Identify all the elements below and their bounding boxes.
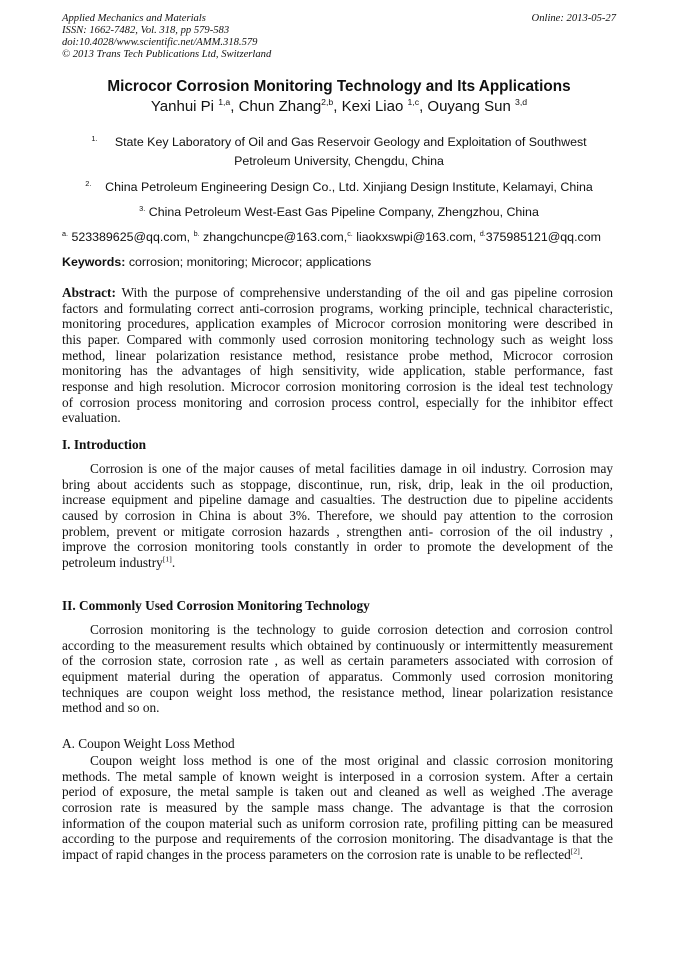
abstract-line: of corrosion process monitoring and corrosion process control, especially for the inhibitor effect (62, 394, 613, 410)
paragraph-line: increase equipment and pipeline damage and casualties. The destruction due to pipeline accidents (62, 492, 613, 508)
paragraph-line: techniques are coupon weight loss method, the resistance method, linear polarization resistance (62, 684, 613, 700)
keywords (62, 255, 371, 269)
citation-ref[interactable]: [2] (570, 846, 580, 856)
paragraph-line: according to the purpose and requirements of the corrosion monitoring. The disadvantage is that the (62, 831, 613, 847)
abstract-line: this paper. Compared with commonly used corrosion monitoring technology such as weight loss (62, 331, 613, 347)
paragraph-line: method and so on. (62, 700, 160, 716)
copyright-line: © 2013 Trans Tech Publications Ltd, Switzerland (62, 49, 272, 60)
abstract-line: factors and formulating correct anti-corrosion programs, working principle, technical characteristic, (62, 300, 613, 316)
email-marker: d. (479, 228, 486, 238)
abstract-line: evaluation. (62, 410, 121, 426)
keywords-text: corrosion; monitoring; Microcor; applications (128, 255, 372, 269)
author-list (0, 98, 678, 115)
doi-line: doi:10.4028/www.scientific.net/AMM.318.579 (62, 37, 258, 48)
coupon-paragraph (62, 753, 613, 863)
paragraph-line: information of the coupon material such as uniform corrosion rate, profiling pitting can be measured (62, 815, 613, 831)
affiliation-1 (0, 135, 678, 149)
online-date: Online: 2013-05-27 (531, 13, 616, 24)
author-separator: , (419, 98, 428, 115)
paragraph-line: of the corrosion state, corrosion rate , as well as certain parameters associated with corrosion of (62, 653, 613, 669)
abstract-text: With the purpose of comprehensive understanding of the oil and gas pipeline corrosion (121, 285, 613, 300)
affiliation-text: China Petroleum West-East Gas Pipeline Company, Zhengzhou, China (148, 205, 539, 219)
email-list (62, 230, 601, 244)
paragraph-line: improve the corrosion monitoring tools constantly in order to promote the development of the (62, 539, 613, 555)
paragraph-line: Corrosion is one of the major causes of metal facilities damage in oil industry. Corrosion may (90, 461, 613, 476)
author-marker: 1,c (407, 96, 420, 107)
paragraph-end: . (579, 846, 584, 862)
affiliation-text: China Petroleum Engineering Design Co., Ltd. Xinjiang Design Institute, Kelamayi, China (105, 180, 593, 194)
citation-ref[interactable]: [1] (162, 554, 172, 564)
abstract-line: monitoring procedures, application examples of Microcor corrosion monitoring were described in (62, 316, 613, 332)
paragraph-line (62, 555, 613, 571)
journal-header (62, 13, 271, 61)
paragraph-line: caused by corrosion in China is about 3%. Therefore, we should pay attention to the corrosion (62, 507, 613, 523)
section-heading-monitoring: II. Commonly Used Corrosion Monitoring Technology (62, 598, 370, 613)
journal-name: Applied Mechanics and Materials (62, 13, 206, 24)
abstract-line: method, linear polarization resistance method, resistance probe method, Microcor corrosion (62, 347, 613, 363)
email-marker: a. (62, 228, 68, 238)
email-marker: b. (193, 228, 200, 238)
paragraph-line (62, 847, 613, 863)
author-separator: , (333, 98, 342, 115)
paragraph-line: corrosion rate is measured by the sample mass change. The advantage is that the corrosion (62, 799, 613, 815)
author-separator: , (230, 98, 239, 115)
author-marker: 3,d (515, 96, 528, 107)
abstract-line: monitoring has the advantages of high sensitivity, wide application, stable performance, fast (62, 363, 613, 379)
affiliation-marker: 1. (91, 133, 98, 143)
author-name: Kexi Liao (341, 98, 404, 115)
email-marker: c. (347, 228, 353, 238)
paragraph-line: according to the measurement results which obtained by continuously or intermittently measurement (62, 637, 613, 653)
author-name: Chun Zhang (238, 98, 322, 115)
author-marker: 1,a (218, 96, 231, 107)
affiliation-marker: 3. (139, 203, 146, 213)
author-marker: 2,b (321, 96, 334, 107)
monitoring-paragraph (62, 622, 613, 716)
affiliation-text: State Key Laboratory of Oil and Gas Reservoir Geology and Exploitation of Southwest (114, 135, 587, 149)
paragraph-end: . (171, 554, 176, 570)
paragraph-text: petroleum industry (62, 554, 163, 570)
paragraph-line: equipment material during the operation of apparatus. Commonly used corrosion monitoring (62, 668, 613, 684)
affiliation-2 (0, 180, 678, 194)
paragraph-line: bring about accidents such as stoppage, discontinue, run, risk, drip, leak in the oil production, (62, 476, 613, 492)
section-heading-introduction: I. Introduction (62, 437, 146, 452)
paragraph-line: problem, prevent or mitigate corrosion hazards , strengthen anti- corrosion of the oil industry , (62, 523, 613, 539)
paragraph-text: impact of rapid changes in the process parameters on the corrosion rate is unable to be reflected (62, 846, 571, 862)
introduction-paragraph (62, 461, 613, 571)
abstract-label: Abstract: (62, 285, 116, 300)
email-link[interactable]: 375985121@qq.com (485, 230, 601, 244)
author-name: Yanhui Pi (150, 98, 215, 115)
paragraph-line: Corrosion monitoring is the technology to guide corrosion detection and corrosion control (90, 622, 613, 637)
keywords-label: Keywords: (62, 255, 126, 269)
email-link[interactable]: 523389625@qq.com, (71, 230, 194, 244)
email-link[interactable]: zhangchuncpe@163.com, (203, 230, 348, 244)
abstract-line: response and high resolution. Microcor corrosion monitoring corrosion is the ideal test technology (62, 378, 613, 394)
email-link[interactable]: liaokxswpi@163.com, (356, 230, 480, 244)
paragraph-line: Coupon weight loss method is one of the most original and classic corrosion monitoring (90, 753, 613, 768)
paragraph-line: period of exposure, the metal sample is taken out and cleaned as well as weighed .The average (62, 784, 613, 800)
paper-title: Microcor Corrosion Monitoring Technology and Its Applications (107, 78, 571, 95)
affiliation-marker: 2. (85, 178, 92, 188)
paragraph-line: methods. The metal sample of known weight is interposed in a corrosion system. After a certain (62, 768, 613, 784)
author-name: Ouyang Sun (427, 98, 511, 115)
subsection-heading-coupon: A. Coupon Weight Loss Method (62, 736, 235, 751)
affiliation-3 (0, 205, 678, 219)
abstract-line (62, 285, 613, 301)
abstract (62, 285, 613, 426)
issn-line: ISSN: 1662-7482, Vol. 318, pp 579-583 (62, 25, 230, 36)
affiliation-1-line2: Petroleum University, Chengdu, China (234, 154, 444, 168)
